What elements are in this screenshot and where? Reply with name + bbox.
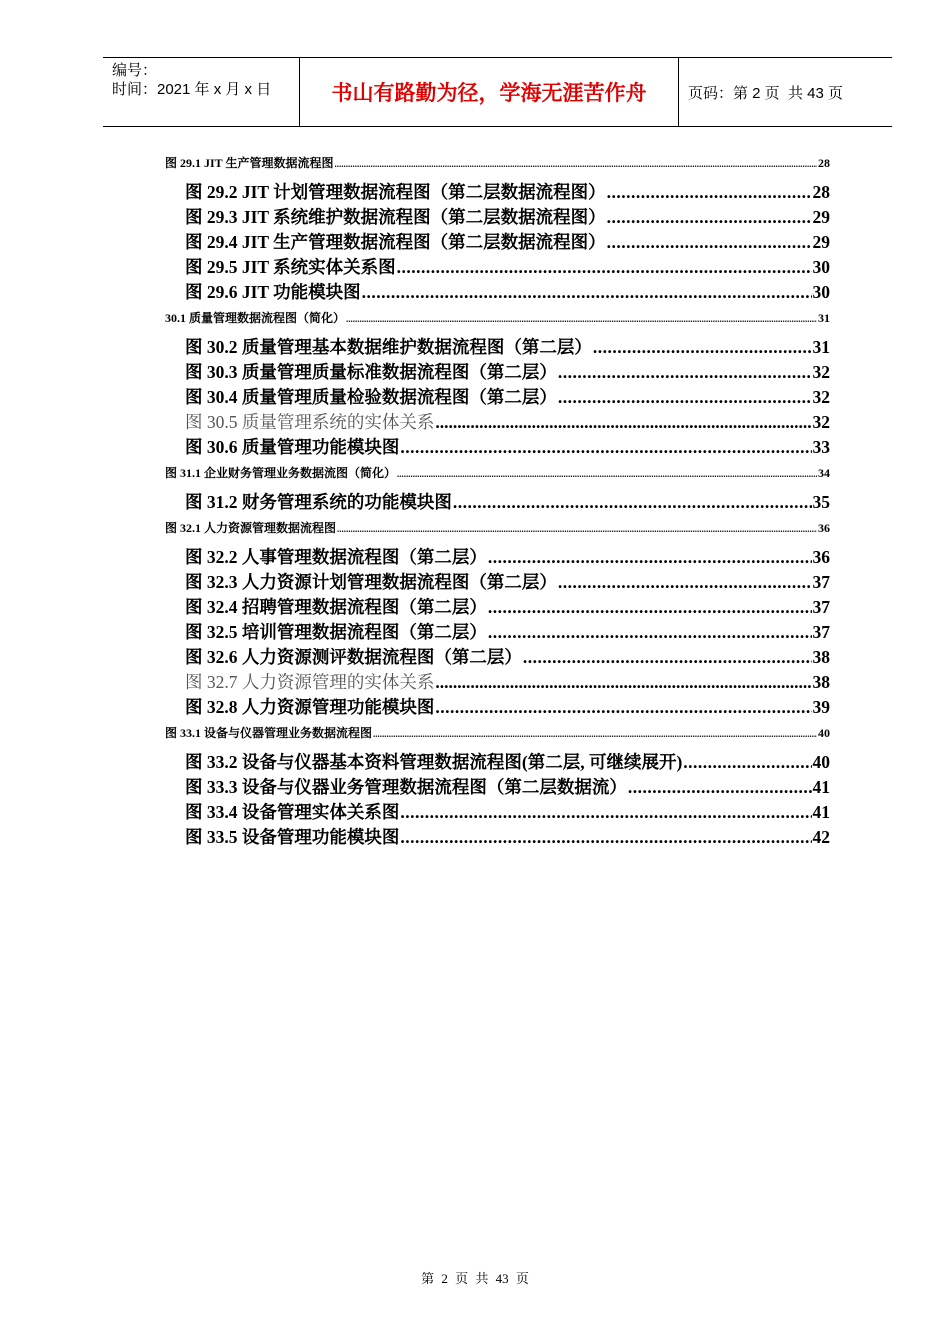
toc-entry-page-number: 37 bbox=[812, 622, 830, 642]
toc-entry-page-number: 36 bbox=[812, 547, 830, 567]
toc-dot-leader bbox=[435, 410, 811, 435]
toc-entry[interactable] bbox=[165, 721, 830, 745]
toc-dot-leader bbox=[453, 490, 812, 515]
toc-entry-title: 图 32.2 人事管理数据流程图（第二层） bbox=[185, 547, 487, 567]
toc-dot-leader bbox=[400, 800, 811, 825]
toc-entry-page-number: 32 bbox=[812, 387, 830, 407]
toc-entry-title: 图 32.3 人力资源计划管理数据流程图（第二层） bbox=[185, 572, 557, 592]
toc-dot-leader bbox=[558, 570, 812, 595]
page-footer: 第 2 页 共 43 页 bbox=[421, 1271, 529, 1286]
toc-entry-page-number: 28 bbox=[818, 156, 830, 170]
toc-dot-leader bbox=[593, 335, 812, 360]
toc-dot-leader bbox=[337, 517, 817, 540]
toc-entry-title: 图 32.6 人力资源测评数据流程图（第二层） bbox=[185, 647, 522, 667]
toc-entry-title: 图 31.2 财务管理系统的功能模块图 bbox=[185, 492, 452, 512]
toc-entry-title: 图 29.1 JIT 生产管理数据流程图 bbox=[165, 156, 334, 170]
toc-entry[interactable] bbox=[165, 180, 830, 205]
toc-entry[interactable] bbox=[165, 205, 830, 230]
table-of-contents bbox=[165, 150, 830, 850]
header-motto: 书山有路勤为径，学海无涯苦作舟 bbox=[300, 58, 679, 126]
toc-entry-page-number: 32 bbox=[812, 362, 830, 382]
toc-entry-title: 图 30.2 质量管理基本数据维护数据流程图（第二层） bbox=[185, 337, 592, 357]
toc-entry-title: 图 29.5 JIT 系统实体关系图 bbox=[185, 257, 396, 277]
toc-entry[interactable] bbox=[165, 800, 830, 825]
toc-entry-title: 图 30.6 质量管理功能模块图 bbox=[185, 437, 400, 457]
toc-dot-leader bbox=[435, 695, 811, 720]
toc-entry-page-number: 38 bbox=[812, 672, 830, 692]
header-meta bbox=[103, 58, 300, 126]
toc-entry[interactable] bbox=[165, 570, 830, 595]
toc-entry-title: 图 29.6 JIT 功能模块图 bbox=[185, 282, 361, 302]
toc-entry[interactable] bbox=[165, 306, 830, 330]
toc-entry-title: 图 29.3 JIT 系统维护数据流程图（第二层数据流程图） bbox=[185, 207, 606, 227]
toc-entry-page-number: 30 bbox=[812, 257, 830, 277]
toc-entry[interactable] bbox=[165, 335, 830, 360]
toc-entry-title: 图 33.1 设备与仪器管理业务数据流程图 bbox=[165, 726, 373, 740]
toc-dot-leader bbox=[488, 595, 812, 620]
toc-entry[interactable] bbox=[165, 461, 830, 485]
toc-dot-leader bbox=[334, 152, 817, 175]
toc-entry[interactable] bbox=[165, 595, 830, 620]
toc-entry-title: 图 30.3 质量管理质量标准数据流程图（第二层） bbox=[185, 362, 557, 382]
toc-dot-leader bbox=[346, 307, 817, 330]
page-header bbox=[103, 57, 892, 127]
toc-entry[interactable] bbox=[165, 435, 830, 460]
toc-entry-title: 图 32.1 人力资源管理数据流程图 bbox=[165, 521, 337, 535]
toc-dot-leader bbox=[397, 462, 817, 485]
toc-entry-title: 30.1 质量管理数据流程图（简化） bbox=[165, 311, 346, 325]
number-label: 编号： bbox=[112, 62, 158, 79]
toc-entry[interactable] bbox=[165, 620, 830, 645]
toc-entry[interactable] bbox=[165, 360, 830, 385]
toc-entry[interactable] bbox=[165, 695, 830, 720]
toc-entry[interactable] bbox=[165, 645, 830, 670]
toc-dot-leader bbox=[628, 775, 812, 800]
toc-entry-title: 图 30.5 质量管理系统的实体关系 bbox=[185, 412, 435, 432]
toc-entry-page-number: 33 bbox=[812, 437, 830, 457]
toc-dot-leader bbox=[488, 545, 812, 570]
toc-dot-leader bbox=[373, 722, 817, 745]
toc-entry-page-number: 29 bbox=[812, 232, 830, 252]
toc-entry[interactable] bbox=[165, 151, 830, 175]
toc-entry[interactable] bbox=[165, 410, 830, 435]
toc-entry-page-number: 36 bbox=[818, 521, 830, 535]
toc-entry[interactable] bbox=[165, 516, 830, 540]
toc-entry-title: 图 32.4 招聘管理数据流程图（第二层） bbox=[185, 597, 487, 617]
toc-dot-leader bbox=[397, 255, 812, 280]
toc-entry-title: 图 33.4 设备管理实体关系图 bbox=[185, 802, 400, 822]
toc-entry[interactable] bbox=[165, 385, 830, 410]
toc-entry-page-number: 40 bbox=[818, 726, 830, 740]
toc-dot-leader bbox=[362, 280, 812, 305]
toc-entry-page-number: 32 bbox=[812, 412, 830, 432]
toc-entry-page-number: 28 bbox=[812, 182, 830, 202]
toc-entry-page-number: 29 bbox=[812, 207, 830, 227]
toc-entry-page-number: 41 bbox=[812, 802, 830, 822]
toc-entry[interactable] bbox=[165, 775, 830, 800]
toc-entry-page-number: 31 bbox=[818, 311, 830, 325]
toc-entry-title: 图 31.1 企业财务管理业务数据流图（简化） bbox=[165, 466, 397, 480]
toc-entry-title: 图 32.7 人力资源管理的实体关系 bbox=[185, 672, 435, 692]
toc-entry-title: 图 33.3 设备与仪器业务管理数据流程图（第二层数据流） bbox=[185, 777, 627, 797]
toc-dot-leader bbox=[488, 620, 812, 645]
toc-entry-page-number: 42 bbox=[812, 827, 830, 847]
toc-dot-leader bbox=[400, 435, 811, 460]
toc-dot-leader bbox=[683, 750, 811, 775]
toc-entry[interactable] bbox=[165, 825, 830, 850]
toc-entry-page-number: 37 bbox=[812, 597, 830, 617]
toc-entry-page-number: 34 bbox=[818, 466, 830, 480]
toc-entry-title: 图 29.4 JIT 生产管理数据流程图（第二层数据流程图） bbox=[185, 232, 606, 252]
toc-entry[interactable] bbox=[165, 545, 830, 570]
toc-dot-leader bbox=[607, 205, 812, 230]
toc-entry-title: 图 29.2 JIT 计划管理数据流程图（第二层数据流程图） bbox=[185, 182, 606, 202]
toc-entry[interactable] bbox=[165, 670, 830, 695]
toc-entry[interactable] bbox=[165, 280, 830, 305]
toc-entry[interactable] bbox=[165, 255, 830, 280]
toc-entry-page-number: 35 bbox=[812, 492, 830, 512]
toc-entry-page-number: 38 bbox=[812, 647, 830, 667]
toc-entry-page-number: 40 bbox=[812, 752, 830, 772]
toc-entry-title: 图 32.8 人力资源管理功能模块图 bbox=[185, 697, 435, 717]
toc-entry-page-number: 39 bbox=[812, 697, 830, 717]
toc-entry[interactable] bbox=[165, 750, 830, 775]
toc-entry-title: 图 33.2 设备与仪器基本资料管理数据流程图(第二层, 可继续展开) bbox=[185, 752, 683, 772]
toc-entry-page-number: 31 bbox=[812, 337, 830, 357]
toc-entry[interactable] bbox=[165, 230, 830, 255]
toc-entry-page-number: 30 bbox=[812, 282, 830, 302]
toc-entry-title: 图 32.5 培训管理数据流程图（第二层） bbox=[185, 622, 487, 642]
toc-entry-page-number: 41 bbox=[812, 777, 830, 797]
toc-dot-leader bbox=[558, 360, 812, 385]
toc-dot-leader bbox=[523, 645, 812, 670]
toc-entry-page-number: 37 bbox=[812, 572, 830, 592]
toc-dot-leader bbox=[558, 385, 812, 410]
toc-entry-title: 图 33.5 设备管理功能模块图 bbox=[185, 827, 400, 847]
toc-dot-leader bbox=[400, 825, 811, 850]
toc-dot-leader bbox=[607, 230, 812, 255]
toc-dot-leader bbox=[607, 180, 812, 205]
date-label: 时间：2021 年 x 月 x 日 bbox=[112, 81, 272, 98]
toc-entry-title: 图 30.4 质量管理质量检验数据流程图（第二层） bbox=[185, 387, 557, 407]
toc-dot-leader bbox=[435, 670, 811, 695]
header-page-label: 页码：第 2 页 共 43 页 bbox=[688, 84, 844, 102]
toc-entry[interactable] bbox=[165, 490, 830, 515]
